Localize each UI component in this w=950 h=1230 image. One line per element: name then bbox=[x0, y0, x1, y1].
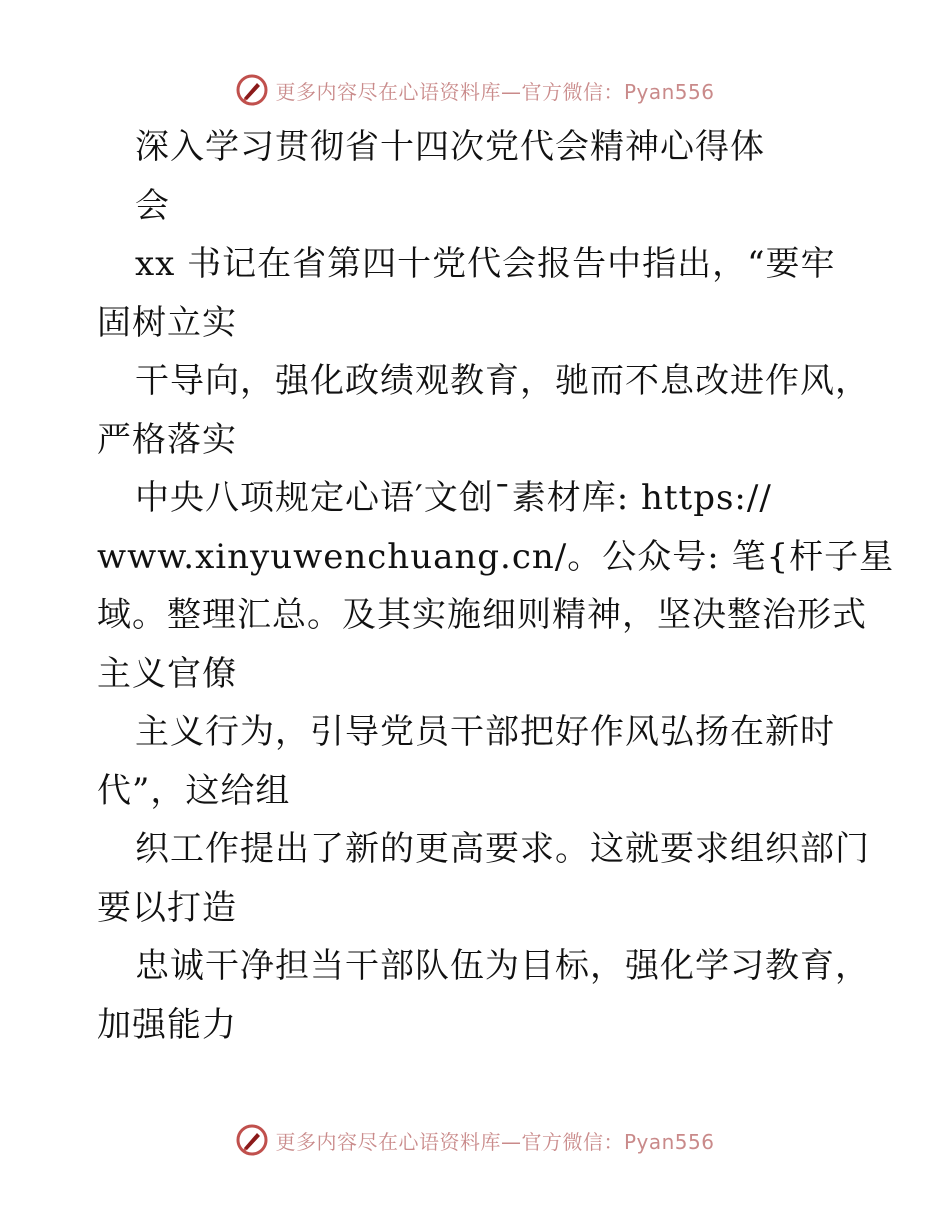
footer-banner-text: 更多内容尽在心语资料库—官方微信：Pyan556 bbox=[275, 1129, 715, 1154]
paragraph-line: 代”，这给组 bbox=[97, 770, 291, 811]
paragraph-line: www.xinyuwenchuang.cn/。公众号: 笔{杆子星 bbox=[97, 536, 895, 577]
footer-banner bbox=[0, 1122, 950, 1158]
paragraph-line: 主义行为，引导党员干部把好作风弘扬在新时 bbox=[135, 712, 835, 752]
document-title-line: 会 bbox=[135, 185, 170, 226]
paragraph-line: 严格落实 bbox=[97, 419, 237, 460]
pen-logo-icon bbox=[235, 1123, 269, 1157]
paragraph-line: 中央八项规定心语′文创¯素材库: https:// bbox=[135, 478, 772, 518]
document-body bbox=[97, 118, 895, 1054]
paragraph-line: 忠诚干净担当干部队伍为目标，强化学习教育， bbox=[135, 946, 870, 986]
paragraph-line: 域。整理汇总。及其实施细则精神，坚决整治形式 bbox=[97, 595, 867, 635]
pen-logo-icon bbox=[235, 73, 269, 107]
paragraph-line: xx 书记在省第四十党代会报告中指出，“要牢 bbox=[135, 244, 836, 284]
paragraph-line: 织工作提出了新的更高要求。这就要求组织部门 bbox=[135, 829, 870, 869]
paragraph-line: 主义官僚 bbox=[97, 653, 237, 694]
header-banner-text: 更多内容尽在心语资料库—官方微信：Pyan556 bbox=[275, 79, 715, 104]
document-title-line: 深入学习贯彻省十四次党代会精神心得体 bbox=[135, 127, 765, 167]
paragraph-line: 干导向，强化政绩观教育，驰而不息改进作风， bbox=[135, 361, 870, 401]
header-banner bbox=[0, 72, 950, 108]
paragraph-line: 加强能力 bbox=[97, 1004, 237, 1045]
paragraph-line: 要以打造 bbox=[97, 887, 237, 928]
paragraph-line: 固树立实 bbox=[97, 302, 237, 343]
